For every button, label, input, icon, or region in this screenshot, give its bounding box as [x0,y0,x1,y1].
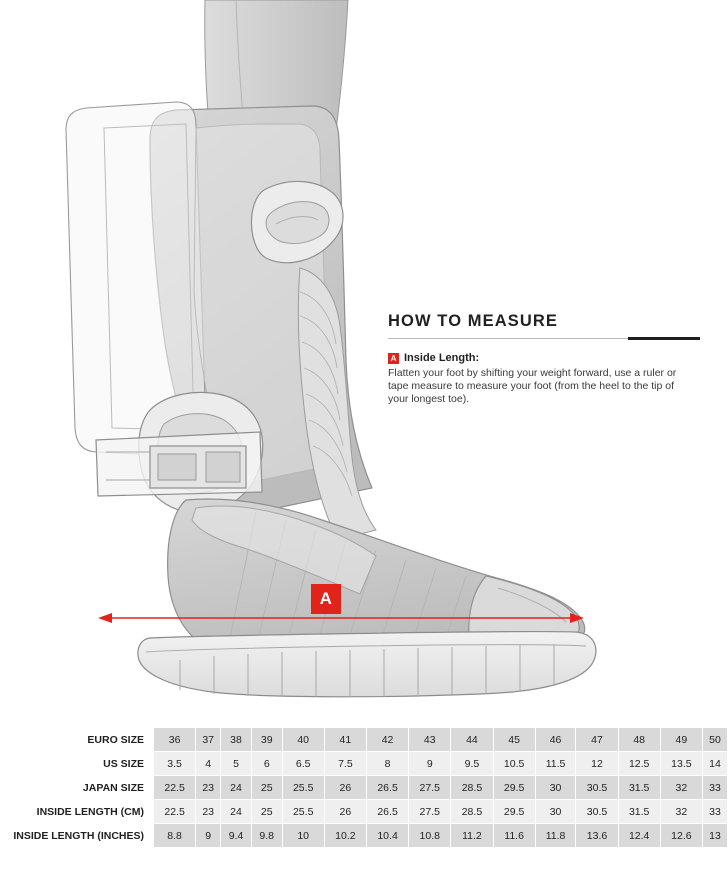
cell: 8 [366,752,408,776]
how-to-measure-title: HOW TO MEASURE [388,312,559,330]
table-row [0,824,728,848]
cell: 30.5 [576,800,618,824]
cell: 9.4 [221,824,252,848]
cell: 9 [196,824,221,848]
cell: 28.5 [451,776,493,800]
table-row [0,800,728,824]
cell: 11.8 [535,824,576,848]
cell: 36 [154,728,196,752]
cell: 23 [196,800,221,824]
cell: 7.5 [324,752,366,776]
cell: 33 [702,800,727,824]
badge-a-icon: A [388,353,399,364]
cell: 37 [196,728,221,752]
cell: 6.5 [282,752,324,776]
table-row [0,728,728,752]
divider-dark [628,337,700,340]
how-to-measure-item-label: Inside Length: [404,352,480,364]
cell: 33 [702,776,727,800]
cell: 25.5 [282,776,324,800]
cell: 25 [251,776,282,800]
cell: 31.5 [618,776,660,800]
measurement-marker-a: A [311,584,341,614]
cell: 44 [451,728,493,752]
cell: 24 [221,800,252,824]
cell: 5 [221,752,252,776]
cell: 10.4 [366,824,408,848]
cell: 3.5 [154,752,196,776]
cell: 30 [535,800,576,824]
row-label-inside-length-inches: INSIDE LENGTH (INCHES) [0,824,154,848]
cell: 31.5 [618,800,660,824]
cell: 10.2 [324,824,366,848]
cell: 13.5 [660,752,702,776]
cell: 26 [324,800,366,824]
cell: 46 [535,728,576,752]
size-table-body [0,728,728,848]
cell: 4 [196,752,221,776]
cell: 12.5 [618,752,660,776]
cell: 27.5 [409,776,451,800]
cell: 9.8 [251,824,282,848]
cell: 29.5 [493,776,535,800]
table-row [0,776,728,800]
cell: 28.5 [451,800,493,824]
cell: 6 [251,752,282,776]
cell: 12.4 [618,824,660,848]
cell: 12.6 [660,824,702,848]
cell: 11.6 [493,824,535,848]
cell: 32 [660,776,702,800]
cell: 11.5 [535,752,576,776]
cell: 32 [660,800,702,824]
title-divider [388,337,700,340]
cell: 30.5 [576,776,618,800]
cell: 25.5 [282,800,324,824]
cell: 50 [702,728,727,752]
how-to-measure-item-head [388,352,700,364]
cell: 42 [366,728,408,752]
how-to-measure-item-text: Flatten your foot by shifting your weight forward, use a ruler or tape measure to measure your foot (from the heel to the tip of your longest toe). [388,367,677,405]
cell: 49 [660,728,702,752]
cell: 12 [576,752,618,776]
cell: 22.5 [154,800,196,824]
how-to-measure-panel [388,312,700,406]
size-conversion-table [0,727,728,848]
cell: 22.5 [154,776,196,800]
cell: 10.5 [493,752,535,776]
cell: 43 [409,728,451,752]
cell: 14 [702,752,727,776]
cell: 13.6 [576,824,618,848]
row-label-us-size: US SIZE [0,752,154,776]
cell: 9.5 [451,752,493,776]
row-label-japan-size: JAPAN SIZE [0,776,154,800]
cell: 26 [324,776,366,800]
cell: 25 [251,800,282,824]
cell: 26.5 [366,776,408,800]
cell: 48 [618,728,660,752]
cell: 39 [251,728,282,752]
cell: 47 [576,728,618,752]
row-label-inside-length-cm: INSIDE LENGTH (CM) [0,800,154,824]
cell: 10.8 [409,824,451,848]
cell: 41 [324,728,366,752]
cell: 10 [282,824,324,848]
how-to-measure-item [388,352,700,406]
table-row [0,752,728,776]
cell: 24 [221,776,252,800]
cell: 8.8 [154,824,196,848]
cell: 26.5 [366,800,408,824]
cell: 38 [221,728,252,752]
cell: 13 [702,824,727,848]
cell: 45 [493,728,535,752]
cell: 40 [282,728,324,752]
row-label-euro-size: EURO SIZE [0,728,154,752]
cell: 11.2 [451,824,493,848]
cell: 29.5 [493,800,535,824]
cell: 23 [196,776,221,800]
cell: 30 [535,776,576,800]
cell: 27.5 [409,800,451,824]
cell: 9 [409,752,451,776]
